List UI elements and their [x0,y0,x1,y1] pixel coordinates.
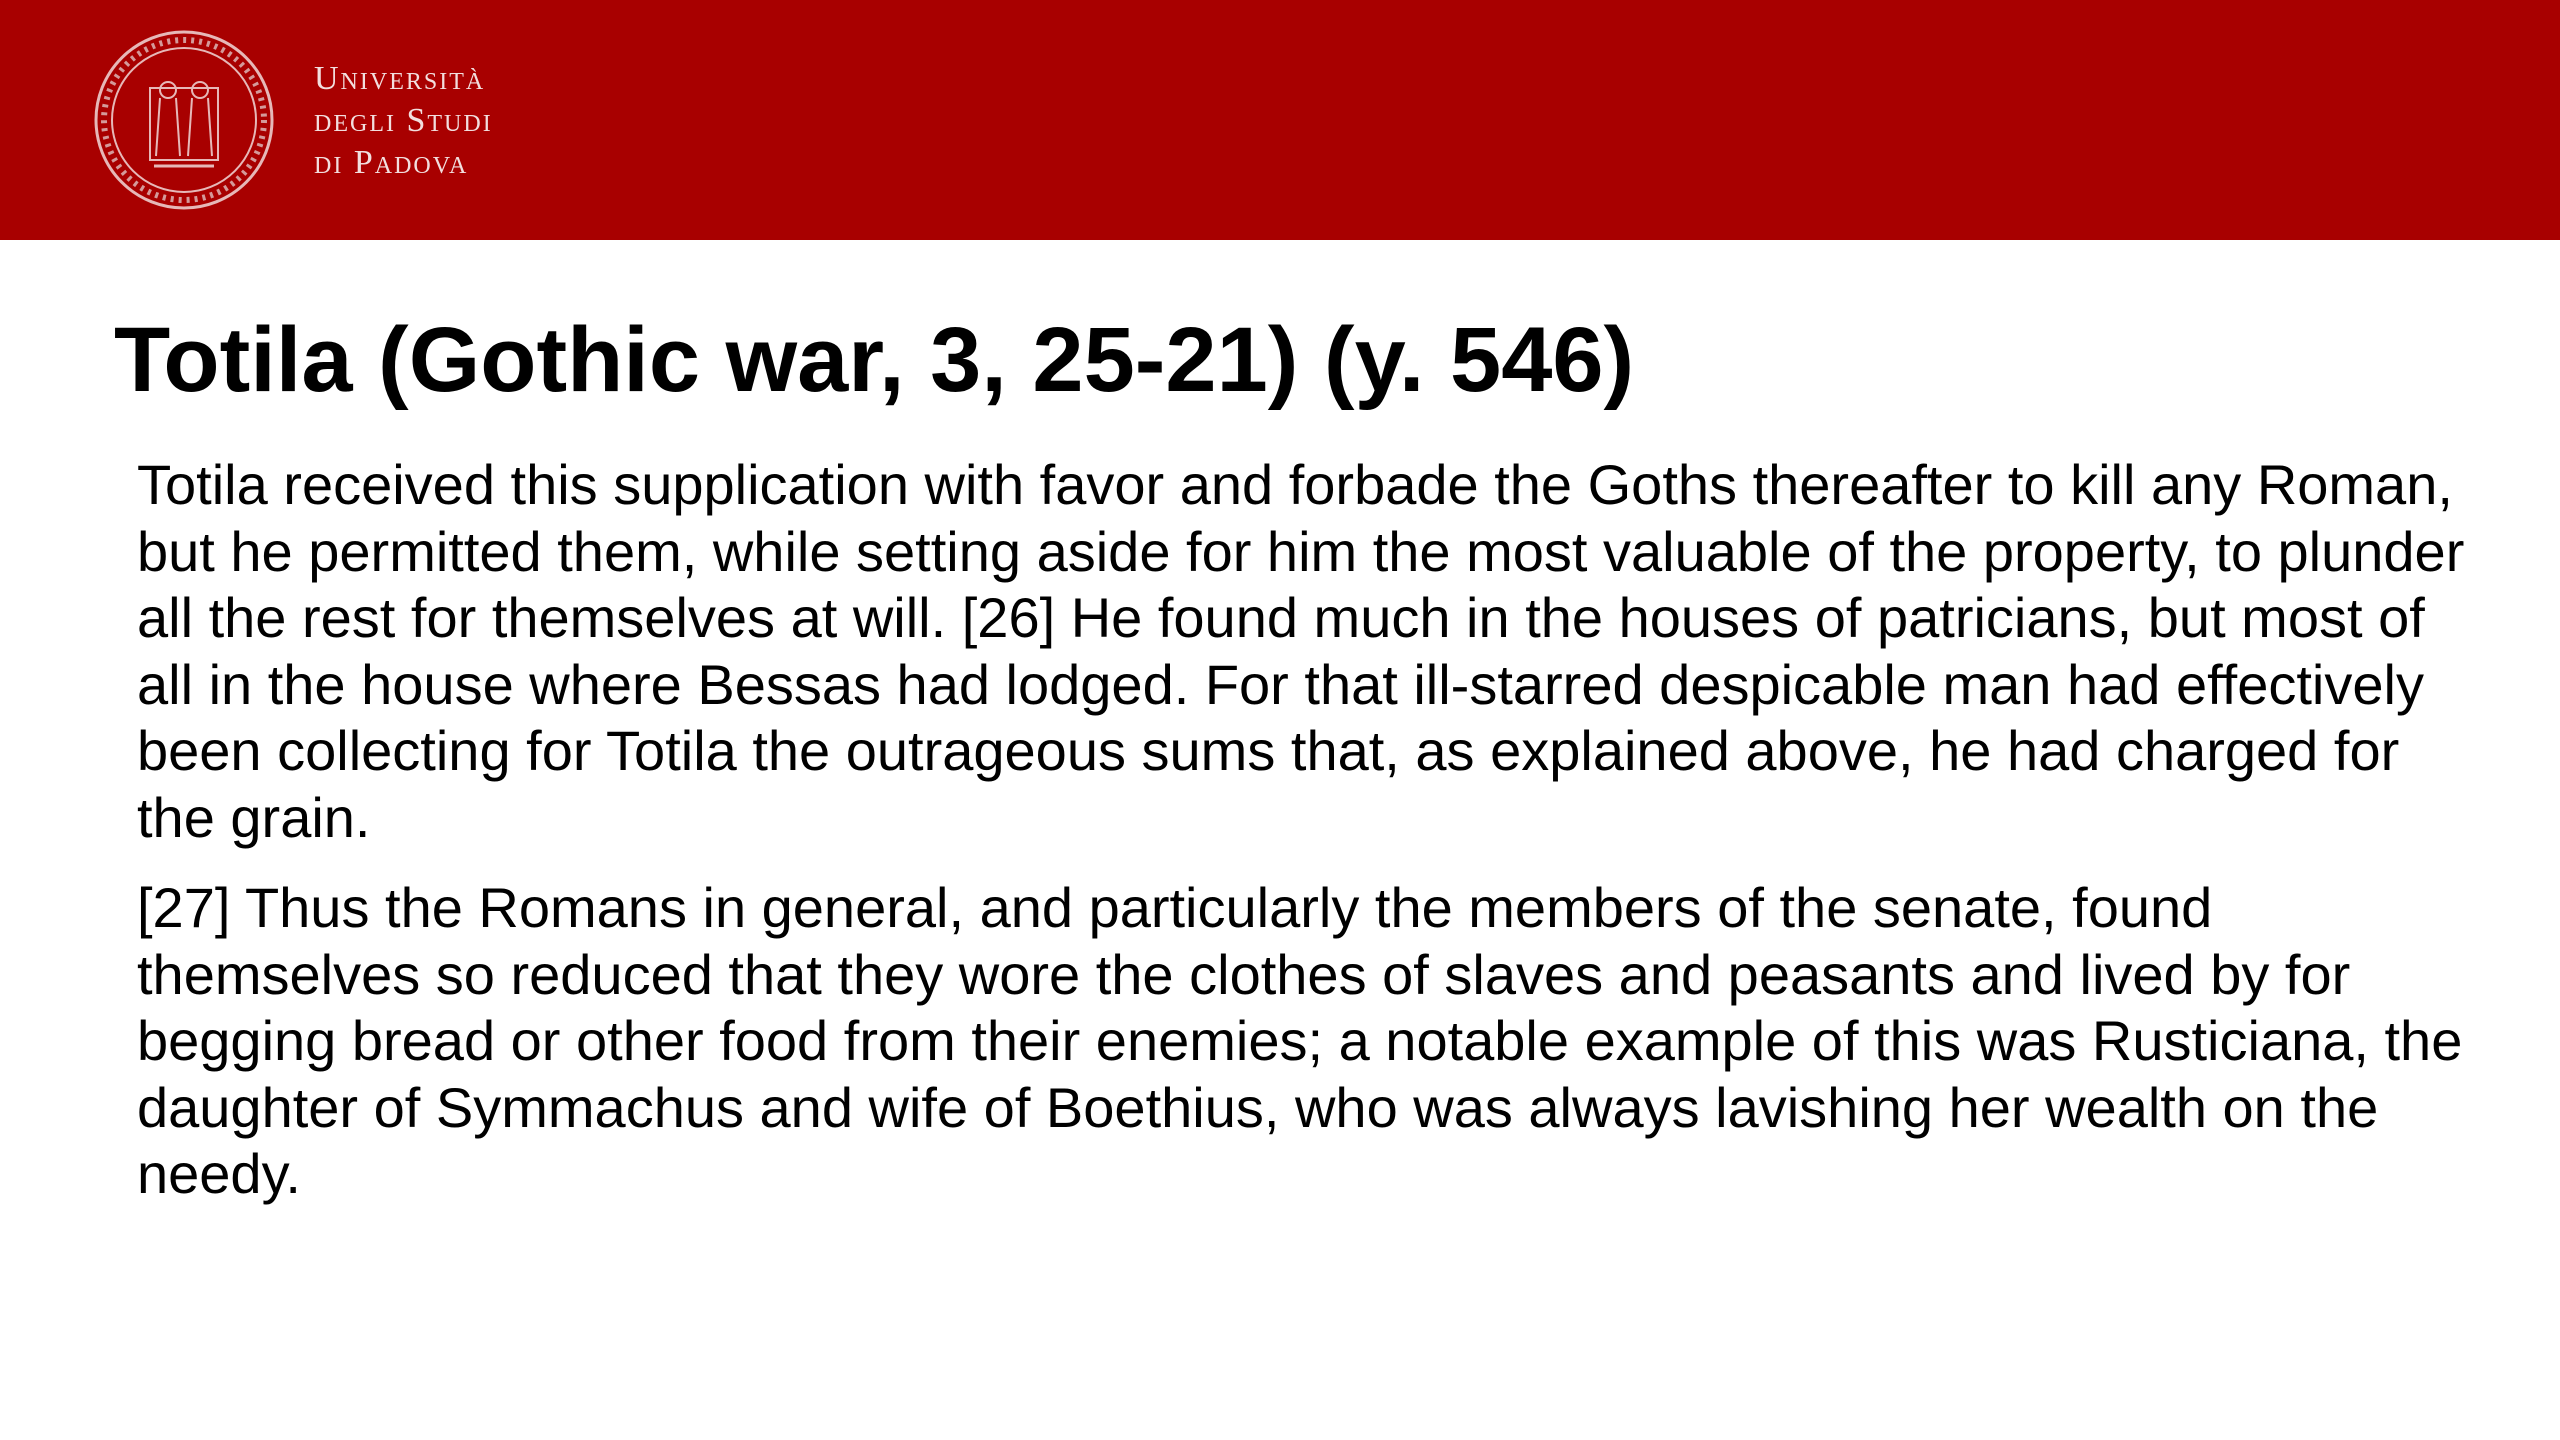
body-paragraph-2: [27] Thus the Romans in general, and particularly the members of the senate, found themselves so reduced that they wore the clothes of slaves and peasants and lived by for begging bread or other food from their enemies; a notable example of this was Rusticiana, the daughter of Symmachus and wife of Boethius, who was always lavishing her wealth on the needy. [137,876,2463,1205]
wordmark-line-1: Università [314,60,486,97]
university-seal-icon [92,28,276,212]
wordmark-line-2: degli Studi [314,102,493,139]
university-wordmark [314,58,493,184]
wordmark-line-3: di Padova [314,144,469,181]
slide-body [137,452,2467,1232]
header-banner [0,0,2560,240]
body-paragraph-1: Totila received this supplication with favor and forbade the Goths thereafter to kill any Roman, but he permitted them, while setting aside for him the most valuable of the property, to plunder all the rest for themselves at will. [26] He found much in the houses of patricians, but most of all in the house where Bessas had lodged. For that ill-starred despicable man had effectively been collecting for Totila the outrageous sums that, as explained above, he had charged for the grain. [137,453,2465,849]
slide-title: Totila (Gothic war, 3, 25-21) (y. 546) [114,309,1635,411]
